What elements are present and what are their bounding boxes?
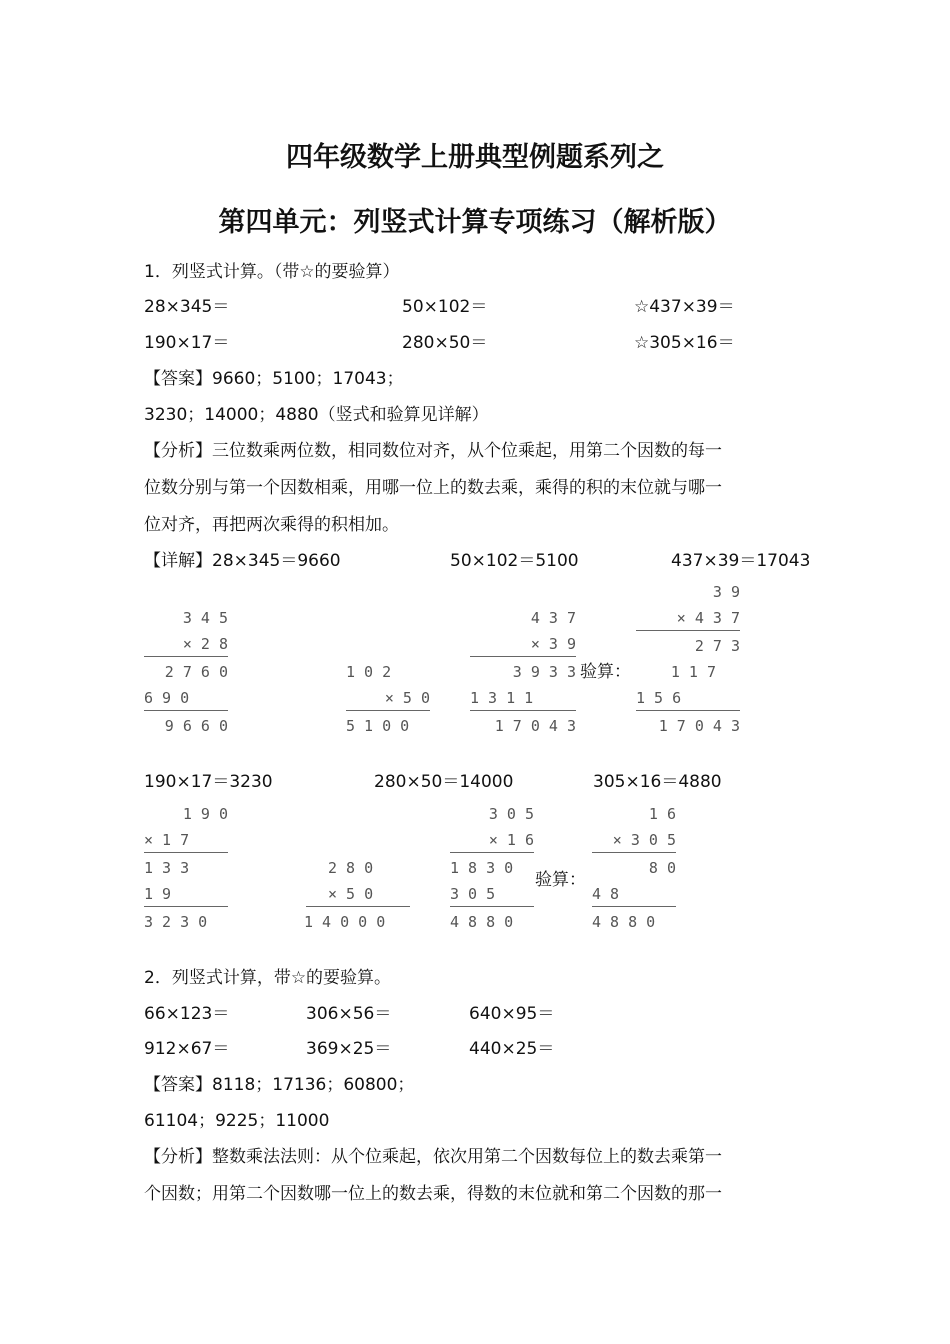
vertical-calc-305x16 <box>446 804 538 934</box>
calc-row: 3 2 3 0 <box>144 913 208 931</box>
check-label: 验算： <box>580 662 631 682</box>
q2-item: 640×95＝ <box>469 1004 555 1024</box>
detail-eq: 50×102＝5100 <box>450 551 579 571</box>
q1-item: ☆305×16＝ <box>634 333 735 353</box>
q2-answer <box>144 1075 414 1095</box>
calc-row: 1 6 <box>648 805 676 823</box>
vertical-calc-check-16x305 <box>588 804 680 934</box>
detail-eq: 28×345＝9660 <box>212 551 341 571</box>
calc-row: × 1 7 <box>144 831 190 849</box>
calc-row: 1 9 0 <box>182 805 228 823</box>
q1-prompt: 1．列竖式计算。（带☆的要验算） <box>144 262 400 282</box>
analysis-text: 整数乘法法则：从个位乘起，依次用第二个因数每位上的数去乘第一 <box>212 1147 722 1167</box>
calc-row: 9 6 6 0 <box>164 717 228 735</box>
calc-row: 1 5 6 <box>636 689 682 707</box>
calc-row: 2 7 3 <box>694 637 740 655</box>
calc-row: 1 4 0 0 0 <box>304 913 386 931</box>
q2-answer-line2: 61104；9225；11000 <box>144 1111 330 1131</box>
calc-row: × 5 0 <box>328 885 374 903</box>
calc-row: 6 9 0 <box>144 689 190 707</box>
calc-row: 4 3 7 <box>530 609 576 627</box>
calc-row: × 3 0 5 <box>612 831 676 849</box>
calc-row: × 4 3 7 <box>676 609 740 627</box>
q2-analysis <box>144 1147 722 1167</box>
vertical-calc-345x28 <box>140 608 232 738</box>
detail-eq: 190×17＝3230 <box>144 772 273 792</box>
vertical-calc-190x17 <box>140 804 232 934</box>
vertical-calc-280x50 <box>300 858 414 938</box>
calc-row: 4 8 8 0 <box>450 913 514 931</box>
calc-row: 3 9 <box>712 583 740 601</box>
calc-line <box>470 656 576 657</box>
q1-answer-line2: 3230；14000；4880（竖式和验算见详解） <box>144 405 489 425</box>
check-label: 验算： <box>535 870 586 890</box>
detail-eq: 305×16＝4880 <box>593 772 722 792</box>
calc-row: × 1 6 <box>488 831 534 849</box>
calc-row: 1 0 2 <box>346 663 392 681</box>
answer-values: 9660；5100；17043； <box>212 369 404 389</box>
calc-row: 3 9 3 3 <box>512 663 576 681</box>
calc-row: 5 1 0 0 <box>346 717 410 735</box>
calc-row: 8 0 <box>648 859 676 877</box>
q1-item: ☆437×39＝ <box>634 297 735 317</box>
calc-row: 4 8 <box>592 885 620 903</box>
answer-values: 8118；17136；60800； <box>212 1075 415 1095</box>
detail-label: 【详解】 <box>144 551 212 571</box>
q1-item: 28×345＝ <box>144 297 230 317</box>
answer-label: 【答案】 <box>144 1075 212 1095</box>
q1-item: 190×17＝ <box>144 333 230 353</box>
vertical-calc-102x50 <box>342 662 434 742</box>
calc-row: 4 8 8 0 <box>592 913 656 931</box>
calc-line <box>636 710 740 711</box>
q2-item: 369×25＝ <box>306 1039 392 1059</box>
calc-row: 3 4 5 <box>182 609 228 627</box>
calc-line <box>592 906 676 907</box>
q2-prompt: 2．列竖式计算，带☆的要验算。 <box>144 968 392 988</box>
q1-item: 280×50＝ <box>402 333 488 353</box>
vertical-calc-437x39 <box>466 608 580 738</box>
calc-row: 1 9 <box>144 885 172 903</box>
calc-row: × 3 9 <box>530 635 576 653</box>
q2-item: 440×25＝ <box>469 1039 555 1059</box>
calc-row: 3 0 5 <box>450 885 496 903</box>
calc-row: × 5 0 <box>384 689 430 707</box>
calc-line <box>450 852 534 853</box>
calc-line <box>636 630 740 631</box>
calc-row: 1 7 0 4 3 <box>494 717 576 735</box>
calc-line <box>144 710 228 711</box>
q1-analysis <box>144 441 722 461</box>
q1-analysis-line2: 位数分别与第一个因数相乘，用哪一位上的数去乘，乘得的积的末位就与哪一 <box>144 478 722 498</box>
calc-line <box>450 906 534 907</box>
calc-row: × 2 8 <box>182 635 228 653</box>
analysis-text: 三位数乘两位数，相同数位对齐，从个位乘起，用第二个因数的每一 <box>212 441 722 461</box>
q2-item: 66×123＝ <box>144 1004 230 1024</box>
q2-item: 306×56＝ <box>306 1004 392 1024</box>
q1-analysis-line3: 位对齐，再把两次乘得的积相加。 <box>144 515 399 535</box>
calc-row: 1 3 1 1 <box>470 689 534 707</box>
q2-analysis-line2: 个因数；用第二个因数哪一位上的数去乘，得数的末位就和第二个因数的那一 <box>144 1184 722 1204</box>
calc-row: 1 8 3 0 <box>450 859 514 877</box>
calc-line <box>144 656 228 657</box>
detail-eq: 280×50＝14000 <box>374 772 514 792</box>
vertical-calc-check-39x437 <box>630 582 744 742</box>
q1-detail <box>144 551 341 571</box>
calc-row: 2 7 6 0 <box>164 663 228 681</box>
calc-line <box>144 906 228 907</box>
calc-line <box>346 710 430 711</box>
calc-line <box>144 852 228 853</box>
calc-line <box>306 906 410 907</box>
analysis-label: 【分析】 <box>144 1147 212 1167</box>
calc-row: 2 8 0 <box>328 859 374 877</box>
q1-item: 50×102＝ <box>402 297 488 317</box>
q2-item: 912×67＝ <box>144 1039 230 1059</box>
calc-row: 1 1 7 <box>670 663 716 681</box>
answer-label: 【答案】 <box>144 369 212 389</box>
calc-line <box>592 852 676 853</box>
calc-row: 1 7 0 4 3 <box>658 717 740 735</box>
analysis-label: 【分析】 <box>144 441 212 461</box>
calc-row: 3 0 5 <box>488 805 534 823</box>
q1-answer <box>144 369 404 389</box>
detail-eq: 437×39＝17043 <box>671 551 811 571</box>
page-subtitle: 第四单元：列竖式计算专项练习（解析版） <box>218 207 732 238</box>
calc-line <box>470 710 576 711</box>
page-title: 四年级数学上册典型例题系列之 <box>286 142 664 173</box>
calc-row: 1 3 3 <box>144 859 190 877</box>
